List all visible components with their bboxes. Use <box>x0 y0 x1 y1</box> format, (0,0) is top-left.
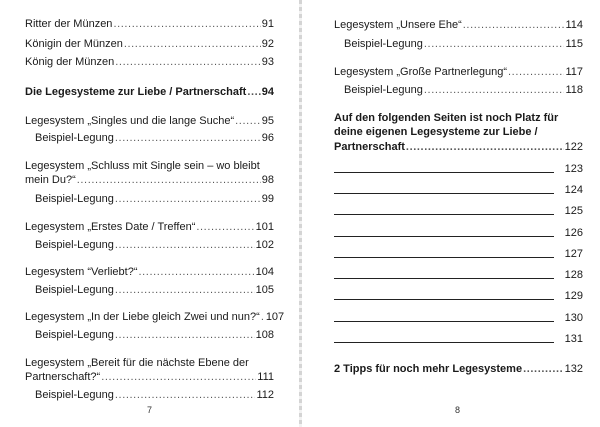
toc-entry <box>25 370 274 384</box>
dot-leader <box>522 362 564 376</box>
toc-entry <box>35 388 274 402</box>
toc-entry-page: 105 <box>255 284 274 296</box>
blank-entry-row <box>334 226 583 240</box>
toc-entry-page: 118 <box>565 84 583 96</box>
toc-entry <box>334 18 583 32</box>
toc-entry <box>25 17 274 31</box>
toc-entry-page: 104 <box>255 266 274 278</box>
blank-entry-row <box>334 162 583 176</box>
toc-entry-title: König der Münzen <box>25 56 115 68</box>
toc-entry-page: 111 <box>257 371 274 383</box>
dot-leader <box>114 55 260 69</box>
page-number: 8 <box>455 405 461 415</box>
toc-entry-page: 114 <box>565 19 583 31</box>
toc-entry <box>344 37 583 51</box>
blank-entry-line <box>334 321 554 322</box>
toc-entry-title: Beispiel-Legung <box>35 193 114 205</box>
toc-entry-title: Beispiel-Legung <box>35 132 114 144</box>
right-page <box>302 0 600 427</box>
toc-entry-page: 93 <box>261 56 274 68</box>
toc-section-heading <box>25 85 274 99</box>
toc-entry <box>25 173 274 187</box>
toc-entry <box>25 220 274 234</box>
dot-leader <box>423 37 565 51</box>
dot-leader <box>114 388 256 402</box>
blank-entry-line <box>334 299 554 300</box>
toc-entry-title: Partnerschaft <box>334 141 405 153</box>
toc-entry-title-line: Legesystem „Bereit für die nächste Ebene der <box>25 357 249 369</box>
toc-entry <box>25 265 274 279</box>
toc-entry-title: Beispiel-Legung <box>344 84 423 96</box>
toc-entry-page: 107 <box>265 311 285 323</box>
toc-entry-title: 2 Tipps für noch mehr Legesysteme <box>334 363 523 375</box>
toc-entry <box>35 131 274 145</box>
toc-entry <box>344 83 583 97</box>
dot-leader <box>114 131 261 145</box>
blank-entry-line <box>334 278 554 279</box>
dot-leader <box>138 265 255 279</box>
toc-entry-title: Beispiel-Legung <box>344 38 423 50</box>
toc-entry-page: 123 <box>564 163 583 175</box>
dot-leader <box>100 370 256 384</box>
toc-entry-page: 108 <box>255 329 274 341</box>
dot-leader <box>423 83 565 97</box>
toc-entry-page: 91 <box>261 18 274 30</box>
blank-entry-line <box>334 257 554 258</box>
toc-entry-page: 115 <box>565 38 583 50</box>
toc-section-heading-line: Auf den folgenden Seiten ist noch Platz für <box>334 112 559 124</box>
blank-entry-row <box>334 289 583 303</box>
toc-entry-page: 101 <box>255 221 274 233</box>
dot-leader <box>114 238 255 252</box>
toc-entry-title: Legesystem “Verliebt?“ <box>25 266 138 278</box>
dot-leader <box>114 283 255 297</box>
toc-entry <box>35 283 274 297</box>
dot-leader <box>462 18 565 32</box>
toc-entry-title: Legesystem „Singles und die lange Suche“ <box>25 115 235 127</box>
toc-entry <box>35 238 274 252</box>
blank-entry-row <box>334 183 583 197</box>
toc-entry-page: 127 <box>564 248 583 260</box>
toc-entry-page: 125 <box>564 205 583 217</box>
toc-entry-page: 128 <box>564 269 583 281</box>
toc-entry-page: 95 <box>261 115 274 127</box>
toc-entry-title: Beispiel-Legung <box>35 329 114 341</box>
toc-entry-title: Legesystem „Erstes Date / Treffen“ <box>25 221 196 233</box>
toc-entry-title: Legesystem „In der Liebe gleich Zwei und nun?“ <box>25 311 260 323</box>
toc-entry-title: Legesystem „Große Partnerlegung“ <box>334 66 508 78</box>
toc-entry-page: 96 <box>261 132 274 144</box>
toc-entry-title: Legesystem „Unsere Ehe“ <box>334 19 462 31</box>
blank-entry-row <box>334 247 583 261</box>
toc-entry <box>35 192 274 206</box>
blank-entry-line <box>334 214 554 215</box>
toc-entry-page: 124 <box>564 184 583 196</box>
toc-entry-page: 112 <box>256 389 274 401</box>
blank-entry-line <box>334 193 554 194</box>
toc-entry-page: 129 <box>564 290 583 302</box>
blank-entry-row <box>334 332 583 346</box>
toc-entry-page: 117 <box>565 66 583 78</box>
toc-entry-title: Die Legesysteme zur Liebe / Partnerschaft <box>25 86 247 98</box>
toc-entry <box>35 328 274 342</box>
toc-section-heading <box>334 140 583 154</box>
blank-entry-row <box>334 311 583 325</box>
dot-leader <box>234 114 261 128</box>
blank-entry-row <box>334 268 583 282</box>
toc-entry-page: 102 <box>255 239 274 251</box>
toc-section-heading <box>334 362 583 376</box>
dot-leader <box>246 85 260 99</box>
blank-entry-line <box>334 342 554 343</box>
toc-entry-title-line: Legesystem „Schluss mit Single sein – wo bleibt <box>25 160 260 172</box>
toc-entry-page: 99 <box>261 193 274 205</box>
toc-entry <box>25 37 274 51</box>
toc-entry-title: Königin der Münzen <box>25 38 123 50</box>
toc-section-heading-line: deine eigenen Legesysteme zur Liebe / <box>334 126 538 138</box>
toc-entry-page: 131 <box>564 333 583 345</box>
dot-leader <box>195 220 254 234</box>
toc-entry-title: Ritter der Münzen <box>25 18 113 30</box>
toc-entry-page: 98 <box>261 174 274 186</box>
blank-entry-line <box>334 236 554 237</box>
toc-entry-page: 132 <box>564 363 583 375</box>
toc-entry <box>25 55 274 69</box>
blank-entry-line <box>334 172 554 173</box>
dot-leader <box>405 140 564 154</box>
toc-entry <box>25 114 274 128</box>
toc-entry-page: 94 <box>261 86 274 98</box>
toc-entry <box>25 310 285 324</box>
toc-entry-title: Partnerschaft?“ <box>25 371 101 383</box>
toc-entry-title: Beispiel-Legung <box>35 239 114 251</box>
dot-leader <box>114 328 255 342</box>
dot-leader <box>76 173 261 187</box>
page-number: 7 <box>147 405 153 415</box>
toc-entry-title: Beispiel-Legung <box>35 284 114 296</box>
toc-entry-page: 122 <box>564 141 583 153</box>
toc-entry-title: Beispiel-Legung <box>35 389 114 401</box>
toc-entry-page: 92 <box>261 38 274 50</box>
dot-leader <box>507 65 564 79</box>
toc-entry <box>334 65 583 79</box>
toc-entry-title: mein Du?“ <box>25 174 76 186</box>
dot-leader <box>114 192 261 206</box>
blank-entry-row <box>334 204 583 218</box>
dot-leader <box>123 37 261 51</box>
toc-entry-page: 126 <box>564 227 583 239</box>
dot-leader <box>112 17 260 31</box>
toc-entry-page: 130 <box>564 312 583 324</box>
